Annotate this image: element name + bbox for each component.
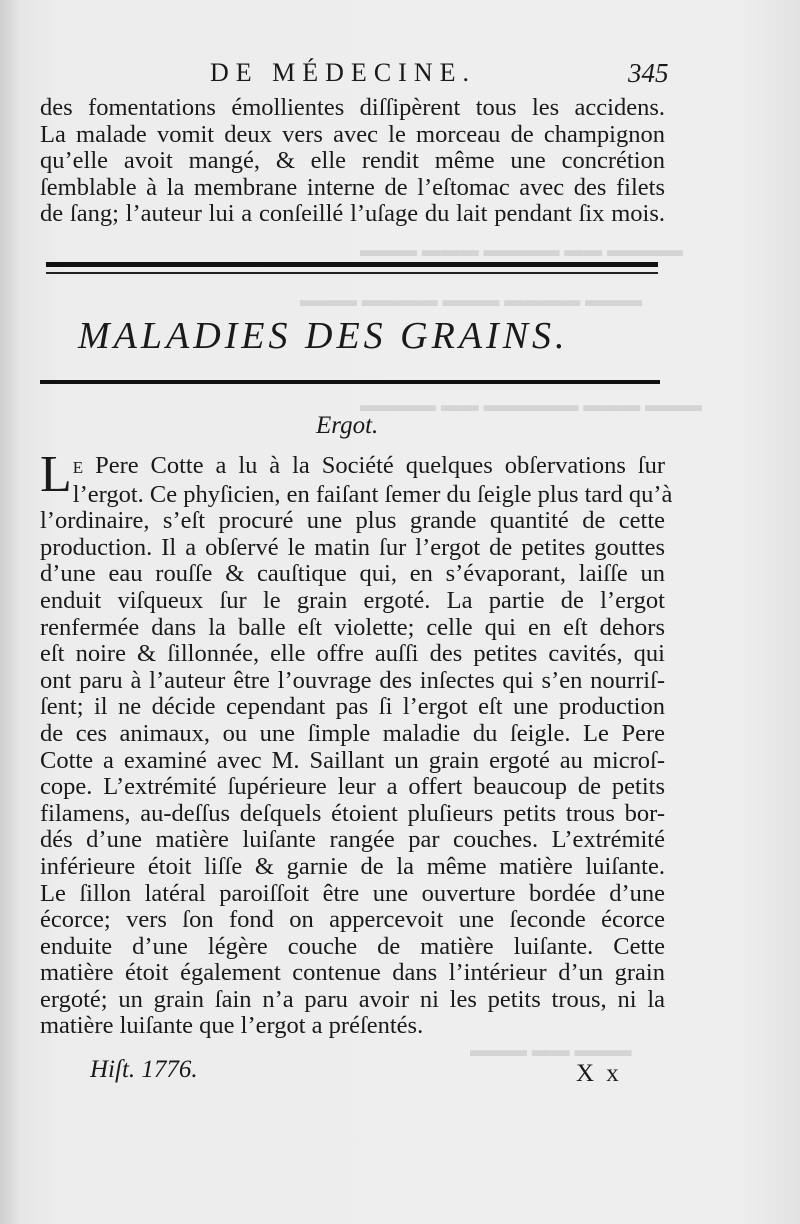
show-through-bleed: ▬▬▬ ▬▬ ▬▬▬ — [470, 1040, 632, 1061]
page-number: 345 — [628, 58, 669, 88]
text-line: La malade vomit deux vers avec le morceau de champignon — [40, 120, 665, 148]
text-line: écorce; vers ſon fond on appercevoit une ſeconde écorce — [40, 906, 665, 934]
text-line: cope. L’extrémité ſupérieure leur a offert beaucoup de petits — [40, 773, 665, 801]
text-line: renfermée dans la balle eſt violette; celle qui en eſt dehors — [40, 613, 665, 641]
text-line: ſemblable à la membrane interne de l’eſtomac avec des filets — [40, 173, 665, 201]
text-line: production. Il a obſervé le matin ſur l’ergot de petites gouttes — [40, 533, 665, 561]
text-line: d’une eau rouſſe & cauſtique qui, en s’évaporant, laiſſe un — [40, 560, 665, 588]
section-rule-top-thick — [46, 262, 658, 267]
text-line: ergoté; un grain ſain n’a paru avoir ni les petits trous, ni la — [40, 985, 665, 1013]
text-line: l’ergot. Ce phyſicien, en faiſant ſemer du ſeigle plus tard qu’à — [72, 480, 673, 508]
text-line: l’ordinaire, s’eſt procuré une plus grande quantité de cette — [40, 507, 665, 535]
text-line: enduite d’une légère couche de matière luiſante. Cette — [40, 932, 665, 960]
first-word-rest: E — [72, 458, 84, 477]
subheading: Ergot. — [316, 412, 379, 439]
text-line: des fomentations émollientes diſſipèrent tous les accidens. — [40, 94, 665, 121]
show-through-bleed: ▬▬▬ ▬▬▬▬ ▬▬▬ ▬▬▬▬ ▬▬▬ — [300, 290, 642, 311]
text-line: inférieure étoit liſſe & garnie de la même matière luiſante. — [40, 852, 665, 880]
text-line: Le ſillon latéral paroiſſoit être une ouverture bordée d’une — [40, 879, 665, 907]
running-title: DE MÉDECINE. — [210, 58, 476, 87]
running-header — [0, 52, 800, 92]
top-paragraph — [40, 95, 665, 228]
section-title: MALADIES DES GRAINS. — [78, 315, 569, 357]
text-line: Cotte a examiné avec M. Saillant un grain ergoté au microſ- — [40, 746, 665, 774]
text-line: ſent; il ne décide cependant pas ſi l’ergot eſt une production — [40, 693, 665, 721]
text-line: de ſang; l’auteur lui a conſeillé l’uſage du lait pendant ſix mois. — [40, 200, 665, 228]
text-line: enduit viſqueux ſur le grain ergoté. La partie de l’ergot — [40, 586, 665, 614]
text-line: matière étoit également contenue dans l’intérieur d’un grain — [40, 959, 665, 987]
show-through-bleed: ▬▬▬▬ ▬▬ ▬▬▬▬▬ ▬▬▬ ▬▬▬ — [360, 395, 702, 416]
drop-cap: L — [40, 446, 72, 503]
text-line: filamens, au-deſſus deſquels étoient pluſieurs petits trous bor- — [40, 799, 665, 827]
text-line: dés d’une matière luiſante rangée par couches. L’extrémité — [40, 826, 665, 854]
text-line: qu’elle avoit mangé, & elle rendit même une concrétion — [40, 147, 665, 175]
section-rule-top-thin — [46, 272, 658, 274]
show-through-bleed: ▬▬▬ ▬▬▬ ▬▬▬▬ ▬▬ ▬▬▬▬ — [360, 240, 683, 261]
text-line: eſt noire & ſillonnée, elle offre auſſi des petites cavités, qui — [40, 640, 665, 668]
main-paragraph — [40, 446, 673, 1040]
text-line: de ces animaux, ou une ſimple maladie du ſeigle. Le Pere — [40, 719, 665, 747]
catchword: X x — [576, 1060, 622, 1087]
signature-mark: Hiſt. 1776. — [90, 1056, 198, 1083]
text-line: matière luiſante que l’ergot a préſentés. — [40, 1012, 424, 1040]
section-rule-bottom — [40, 380, 660, 384]
first-line-rest: Pere Cotte a lu à la Société quelques obſervations ſur — [83, 452, 665, 479]
text-line: ont paru à l’auteur être l’ouvrage des inſectes qui s’en nourriſ- — [40, 666, 665, 694]
